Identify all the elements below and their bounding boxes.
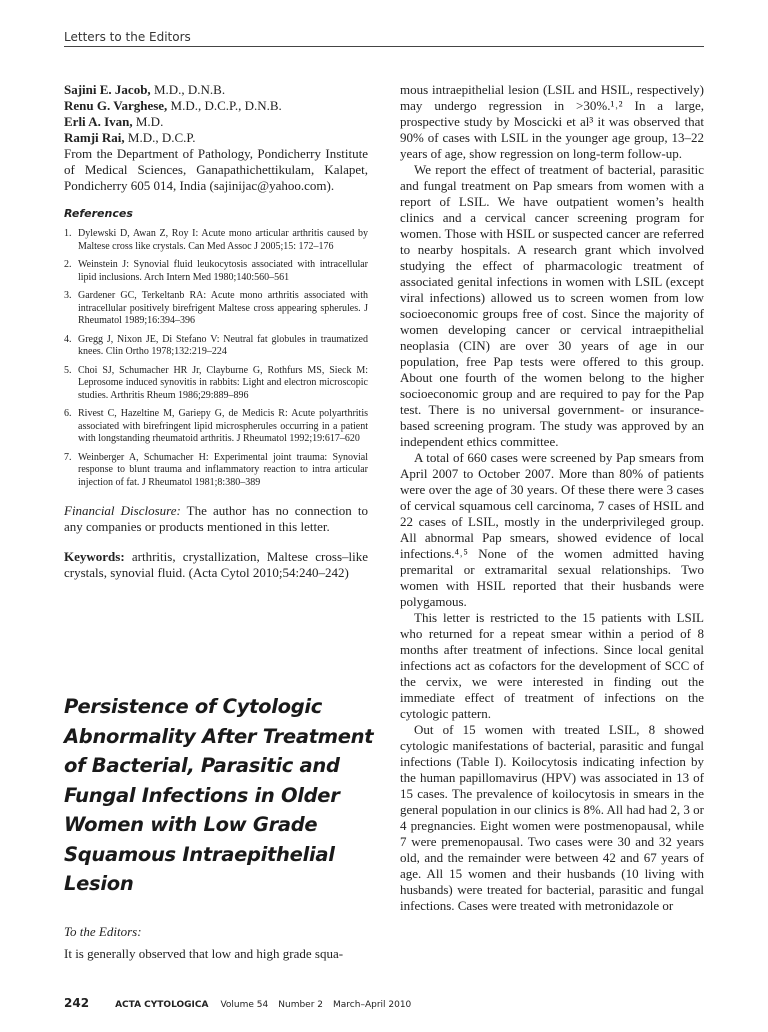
article-title: Persistence of Cytologic Abnormality After Treatment of Bacterial, Parasitic and Fungal Infections in Older Women with Low Grade Squamous Intraepithelial Lesion <box>64 695 374 895</box>
references-list <box>64 228 368 489</box>
running-head: Letters to the Editors <box>64 30 704 47</box>
volume: Volume 54 <box>220 1000 269 1010</box>
page-footer <box>64 996 704 1010</box>
reference-item: 2. Weinstein J: Synovial fluid leukocytosis associated with intracellular lipid inclusions. Arch Intern Med 1980;140:560–561 <box>64 259 368 283</box>
body-paragraph: This letter is restricted to the 15 patients with LSIL who returned for a repeat smear within a period of 8 months after treatment of infections. Since local genital infections act as cofactors for the development of SCC of the cervix, we were interested in finding out the immediate effect of treatment of infections on the cytologic pattern. <box>400 610 704 721</box>
issue-date: March–April 2010 <box>333 1000 412 1010</box>
author-line: Sajini E. Jacob, M.D., D.N.B. <box>64 82 226 97</box>
affiliation: From the Department of Pathology, Pondicherry Institute of Medical Sciences, Ganapathichettikulam, Kalapet, Pondicherry 605 014, India (sajinijac@yahoo.com). <box>64 146 368 193</box>
reference-item: 4. Gregg J, Nixon JE, Di Stefano V: Neutral fat globules in traumatized knees. Clin Ortho 1978;132:219–224 <box>64 333 368 357</box>
body-paragraph: mous intraepithelial lesion (LSIL and HSIL, respectively) may undergo regression in >30%.¹˒² In a large, prospective study by Moscicki et al³ it was observed that 90% of cases with LSIL in the younger age group, 13–22 years of age, show regression on long-term follow-up. <box>400 82 704 161</box>
reference-item: 5. Choi SJ, Schumacher HR Jr, Clayburne G, Rothfurs MS, Sieck M: Leprosome induced synovitis in rabbits: Light and electron microscopic studies. Arthritis Rheum 1986;29:889–896 <box>64 364 368 401</box>
journal-name: ACTA CYTOLOGICA <box>115 1000 209 1010</box>
reference-item: 3. Gardener GC, Terkeltanb RA: Acute mono arthritis associated with intracellular positively birefrigent Maltese cross appearing spherules. J Rheumatol 1989;16:394–396 <box>64 290 368 326</box>
reference-item: 1. Dylewski D, Awan Z, Roy I: Acute mono articular arthritis caused by Maltese cross like crystals. Can Med Assoc J 2005;15: 172–176 <box>64 228 368 252</box>
financial-disclosure: Financial Disclosure: The author has no connection to any companies or products mentioned in this letter. <box>64 503 368 534</box>
page-number: 242 <box>64 996 90 1010</box>
reference-item: 7. Weinberger A, Schumacher H: Experimental joint trauma: Synovial response to blunt trauma and inflammatory reaction to intra articular injection of fat. J Rheumatol 1981;8:380–389 <box>64 451 368 488</box>
reference-item: 6. Rivest C, Hazeltine M, Gariepy G, de Medicis R: Acute polyarthritis associated with birefringent lipid microspherules occurring in a patient with longstanding rheumatoid arthritis. J Rheumatol 1992;19:617–620 <box>64 408 368 444</box>
author-line: Renu G. Varghese, M.D., D.C.P., D.N.B. <box>64 98 282 113</box>
left-column <box>64 82 368 594</box>
references-heading: References <box>64 207 133 220</box>
opening-paragraph: It is generally observed that low and high grade squa- <box>64 946 344 961</box>
body-paragraph: A total of 660 cases were screened by Pap smears from April 2007 to October 2007. More than 80% of patients were over the age of 30 years. Of these there were 3 cases of cervical squamous cell carcinoma, 7 cases of HSIL and 22 cases of LSIL, mostly in the underprivileged group. All abnormal Pap smears, showed evidence of local infections.⁴˒⁵ None of the women admitted having premarital or extramarital sexual relationships. Two women with HSIL reported that their husbands were polygamous. <box>400 450 704 609</box>
issue-number: Number 2 <box>278 1000 324 1010</box>
author-line: Erli A. Ivan, M.D. <box>64 114 164 129</box>
right-column <box>400 82 704 914</box>
salutation: To the Editors: <box>64 924 142 939</box>
body-paragraph: We report the effect of treatment of bacterial, parasitic and fungal treatment on Pap smears from women with a report of LSIL. We have outpatient women’s health clinics and a cervical cancer screening program for women. Those with HSIL or suspected cancer are referred to nearby hospitals. A research grant which involved studying the effect of pharmacologic treatment of associated genital infections in women with LSIL (except viral infections) allowed us to screen women from low socioeconomic groups free of cost. Since the majority of women developing cancer or cervical intraepithelial neoplasia (CIN) are over 30 years of age in our population, free Pap tests were offered to this group. About one fourth of the women belong to the higher socioeconomic group and are required to pay for the Pap test. There is no universal government- or insurance-based screening program. The study was approved by an independent ethics committee. <box>400 162 704 449</box>
author-line: Ramji Rai, M.D., D.C.P. <box>64 130 196 145</box>
keywords: Keywords: arthritis, crystallization, Maltese cross–like crystals, synovial fluid. (Acta Cytol 2010;54:240–242) <box>64 549 368 580</box>
body-paragraph: Out of 15 women with treated LSIL, 8 showed cytologic manifestations of bacterial, parasitic and fungal infections (Table I). Koilocytosis indicating infection by the human papillomavirus (HPV) was associated in 13 of 15 cases. The prevalence of koilocytosis in smears in the general population in our clinics is 8%. All had had 2, 3 or 4 pregnancies. Eight women were postmenopausal, while 7 were premenopausal. Two cases were 30 and 32 years old, and the remainder were between 42 and 67 years of age. All 15 women and their husbands (10 living with husbands) were treated for bacterial, parasitic and fungal infections. Cases were treated with metronidazole or <box>400 722 704 913</box>
